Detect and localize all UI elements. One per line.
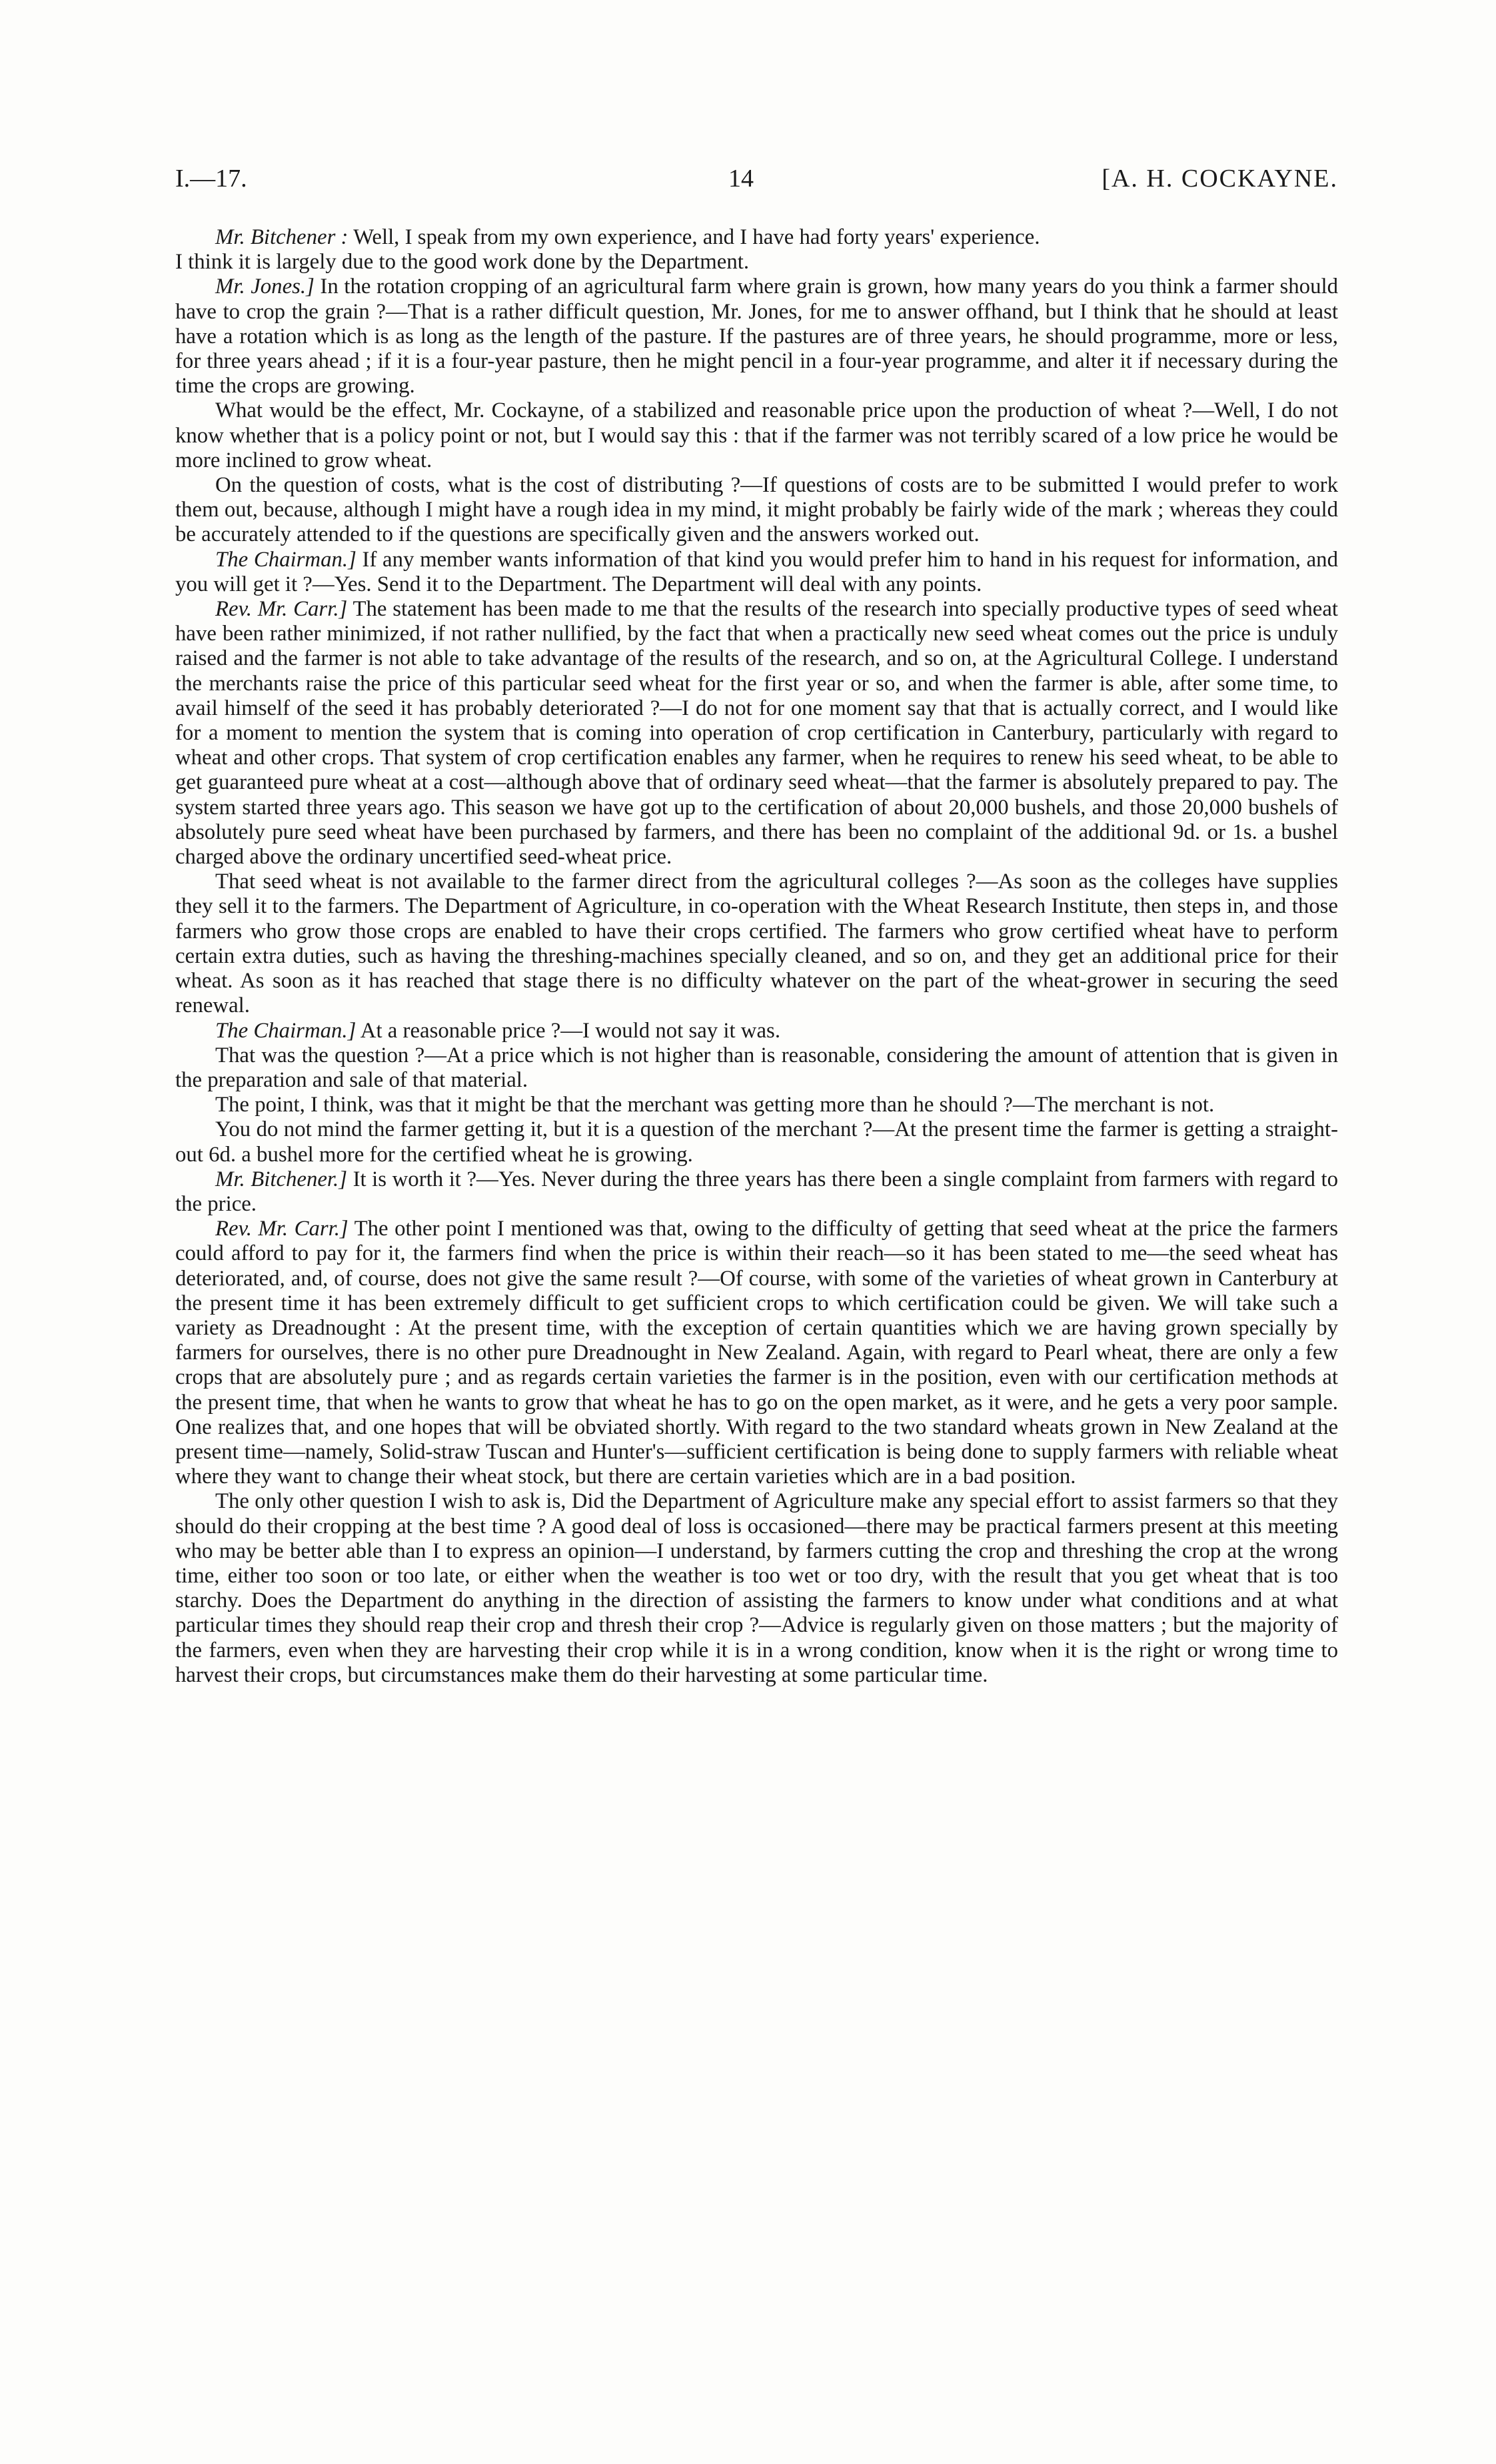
paragraph [175,1043,1338,1093]
paragraph [175,250,1338,275]
paragraph-text: What would be the effect, Mr. Cockayne, of a stabilized and reasonable price upon the production of wheat ?—Well, I do not know whether that is a policy point or not, but I would say this : that if the farmer was not terribly scared of a low price he would be more inclined to grow wheat. [175,398,1338,472]
paragraph [175,1093,1338,1117]
paragraph-text: If any member wants information of that kind you would prefer him to hand in his request for information, and you will get it ?—Yes. Send it to the Department. The Department will deal with any points. [175,547,1338,596]
paragraph-text: The only other question I wish to ask is, Did the Department of Agriculture make any special effort to assist farmers so that they should do their cropping at the best time ? A good deal of loss is occasioned—there may be practical farmers present at this meeting who may be better able than I to express an opinion—I understand, by farmers cutting the crop and threshing the crop at the wrong time, either too soon or too late, or either when the weather is too wet or too dry, with the result that you get wheat that is too starchy. Does the Department do anything in the direction of assisting the farmers to know under what conditions and at what particular times they should reap their crop and thresh their crop ?—Advice is regularly given on those matters ; but the majority of the farmers, even when they are harvesting their crop while it is in a wrong condition, know when it is the right or wrong time to harvest their crops, but circumstances make them do their harvesting at some particular time. [175,1489,1338,1687]
paragraph [175,225,1338,250]
paragraph [175,548,1338,597]
paragraph [175,1489,1338,1688]
paragraph-text: That was the question ?—At a price which is not higher than is reasonable, considering the amount of attention that is given in the preparation and sale of that material. [175,1043,1338,1092]
paragraph-text: I think it is largely due to the good work done by the Department. [175,250,750,275]
paragraph [175,1019,1338,1043]
paragraph [175,1117,1338,1167]
page-header [175,164,1338,204]
paragraph [175,1217,1338,1489]
paragraph [175,473,1338,548]
speaker-label: Rev. Mr. Carr.] [215,597,348,622]
page-number: 14 [728,165,754,193]
witness-name: [A. H. COCKAYNE. [1102,165,1338,193]
paragraph-text: At a reasonable price ?—I would not say it was. [356,1018,781,1043]
speaker-label: The Chairman.] [215,547,357,572]
paragraph-text: The point, I think, was that it might be that the merchant was getting more than he should ?—The merchant is not. [215,1093,1215,1117]
paragraph-text: The other point I mentioned was that, owing to the difficulty of getting that seed wheat at the price the farmers could afford to pay for it, the farmers find when the price is within their reach—so it has been stated to me—the seed wheat has deteriorated, and, of course, does not give the same result ?—Of course, with some of the varieties of wheat grown in Canterbury at the present time it has been extremely difficult to get sufficient crops to which certification could be given. We will take such a variety as Dreadnought : At the present time, with the exception of certain quantities which we are having grown specially by farmers for ourselves, there is no other pure Dreadnought in New Zealand. Again, with regard to Pearl wheat, there are only a few crops that are absolutely pure ; and as regards certain varieties the farmer is in the position, even with our certification methods at the present time, that when he wants to grow that wheat he has to go on the open market, as it were, and he gets a very poor sample. One realizes that, and one hopes that will be obviated shortly. With regard to the two standard wheats grown in New Zealand at the present time—namely, Solid-straw Tuscan and Hunter's—sufficient certification is being done to supply farmers with reliable wheat where they want to change their wheat stock, but there are certain varieties which are in a bad position. [175,1217,1338,1489]
speaker-label: Mr. Bitchener : [215,225,349,249]
speaker-label: Mr. Jones.] [215,275,315,299]
speaker-label: Mr. Bitchener.] [215,1167,348,1191]
paragraph-text: It is worth it ?—Yes. Never during the three years has there been a single complaint from farmers with regard to the price. [175,1167,1338,1216]
parliamentary-paper-ref: I.—17. [175,165,247,193]
paragraph [175,870,1338,1018]
paragraph-text: In the rotation cropping of an agricultural farm where grain is grown, how many years do you think a farmer should have to crop the grain ?—That is a rather difficult question, Mr. Jones, for me to answer offhand, but I think that he should at least have a rotation which is as long as the length of the pasture. If the pastures are of three years, he should programme, more or less, for three years ahead ; if it is a four-year pasture, then he might pencil in a four-year programme, and alter it if necessary during the time the crops are growing. [175,275,1338,398]
paragraph-text: That seed wheat is not available to the farmer direct from the agricultural colleges ?—As soon as the colleges have supplies they sell it to the farmers. The Department of Agriculture, in co-operation with the Wheat Research Institute, then steps in, and those farmers who grow those crops are enabled to have their crops certified. The farmers who grow certified wheat have to perform certain extra duties, such as having the threshing-machines specially cleaned, and so on, and they get an additional price for their wheat. As soon as it has reached that stage there is no difficulty whatever on the part of the wheat-grower in securing the seed renewal. [175,870,1338,1018]
speaker-label: The Chairman.] [215,1018,357,1043]
paragraph-text: Well, I speak from my own experience, and I have had forty years' experience. [348,225,1040,249]
paragraph-text: You do not mind the farmer getting it, but it is a question of the merchant ?—At the present time the farmer is getting a straight-out 6d. a bushel more for the certified wheat he is growing. [175,1117,1338,1167]
paragraph [175,398,1338,473]
speaker-label: Rev. Mr. Carr.] [215,1217,349,1241]
paragraph-text: The statement has been made to me that the results of the research into specially productive types of seed wheat have been rather minimized, if not rather nullified, by the fact that when a practically new seed wheat comes out the price is unduly raised and the farmer is not able to take advantage of the results of the research, and so on, at the Agricultural College. I understand the merchants raise the price of this particular seed wheat for the first year or so, and when the farmer is able, after some time, to avail himself of the seed it has probably deteriorated ?—I do not for one moment say that that is actually correct, and I would like for a moment to mention the system that is coming into operation of crop certification in Canterbury, particularly with regard to wheat and other crops. That system of crop certification enables any farmer, when he requires to renew his seed wheat, to be able to get guaranteed pure wheat at a cost—although above that of ordinary seed wheat—that the farmer is absolutely prepared to pay. The system started three years ago. This season we have got up to the certification of about 20,000 bushels, and those 20,000 bushels of absolutely pure seed wheat have been purchased by farmers, and there has been no complaint of the additional 9d. or 1s. a bushel charged above the ordinary uncertified seed-wheat price. [175,597,1338,870]
paragraph-text: On the question of costs, what is the cost of distributing ?—If questions of costs are to be submitted I would prefer to work them out, because, although I might have a rough idea in my mind, it might probably be fairly wide of the mark ; whereas they could be accurately attended to if the questions are specifically given and the answers worked out. [175,473,1338,547]
paragraph [175,1167,1338,1217]
document-body [175,225,1338,1688]
paragraph [175,597,1338,870]
paragraph [175,275,1338,398]
